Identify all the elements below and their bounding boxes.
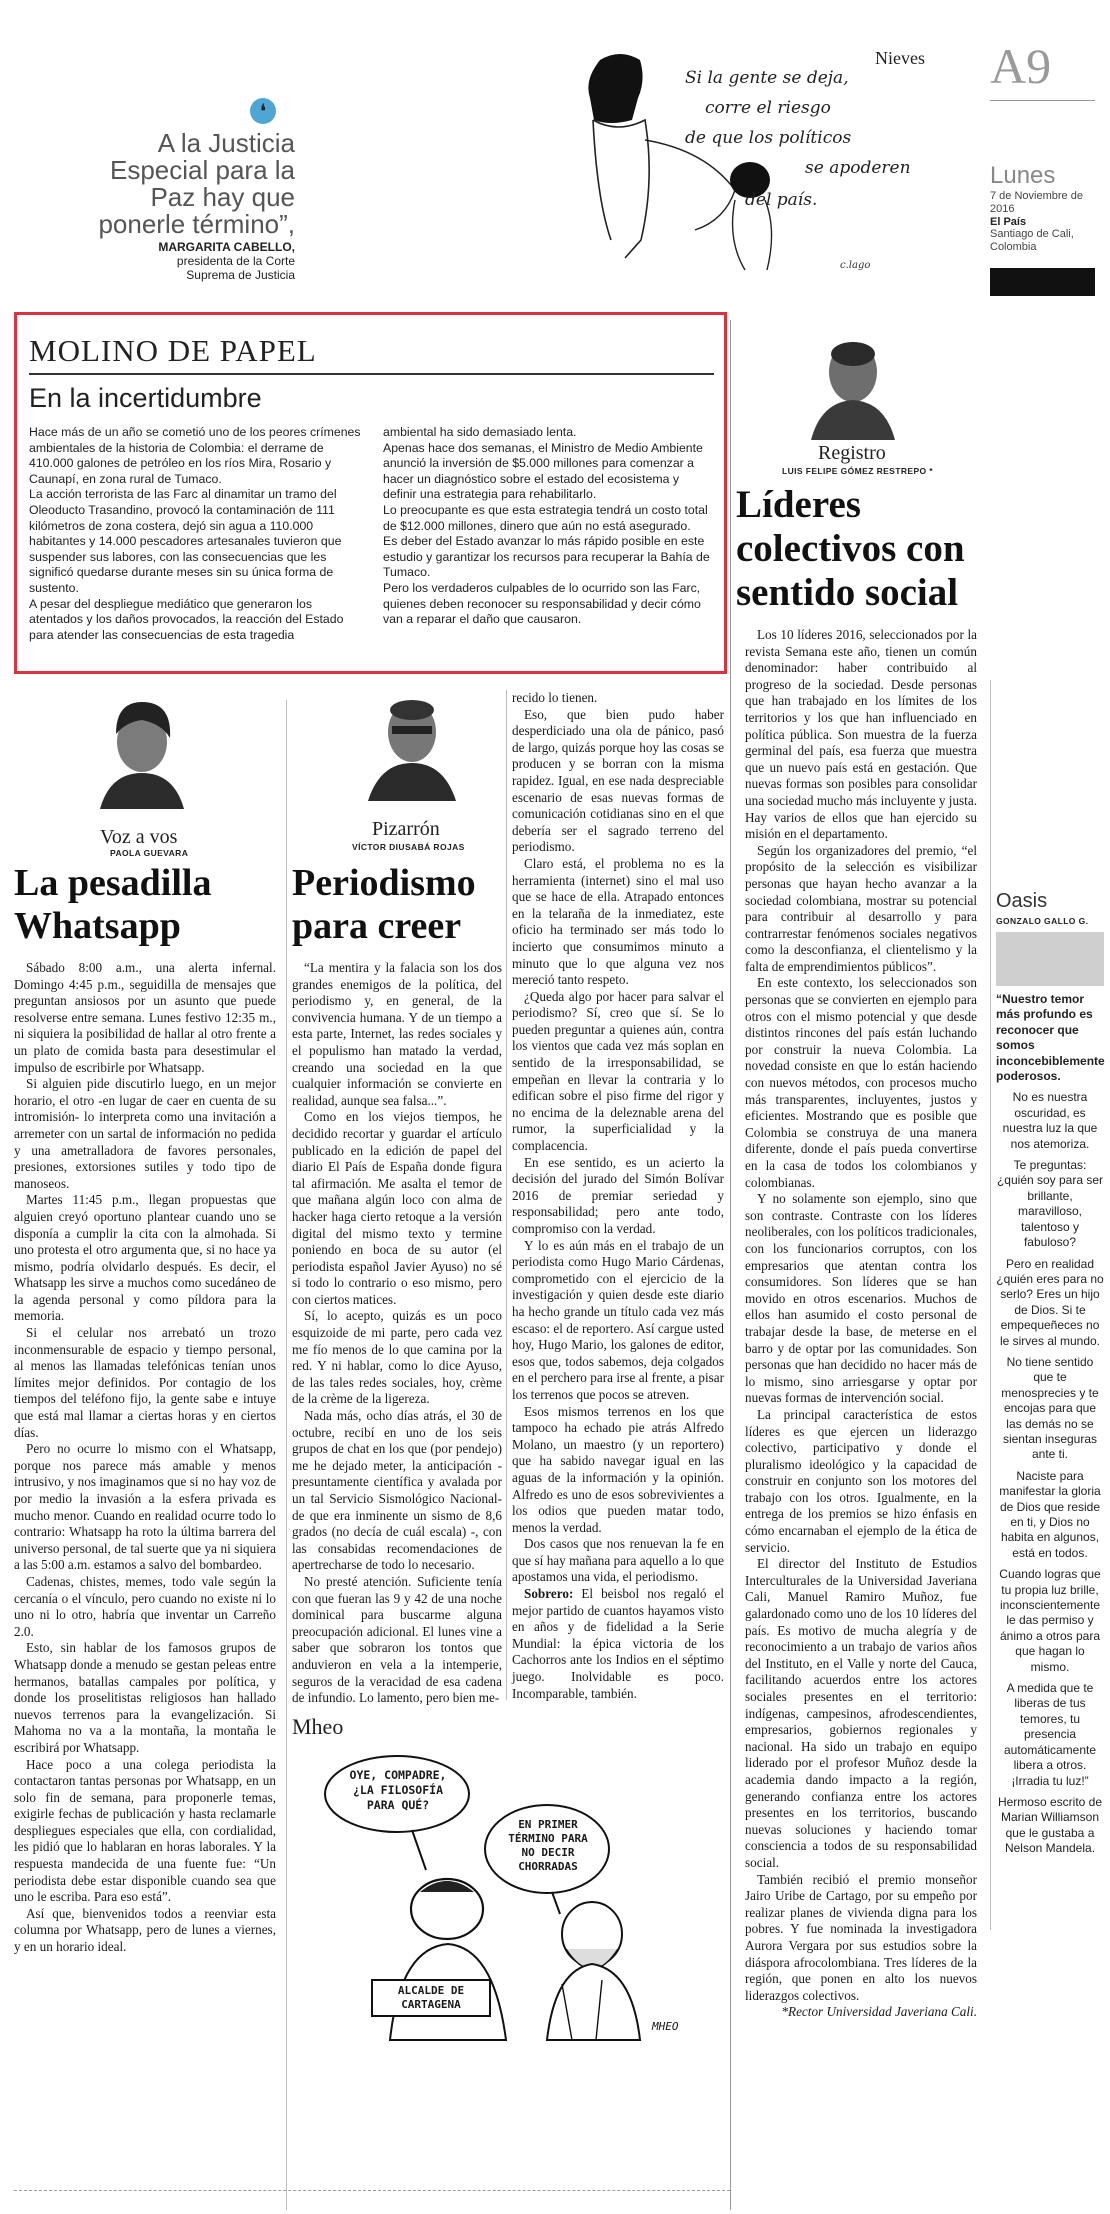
mheo-section: Mheo bbox=[292, 1714, 344, 1739]
vozavos-photo bbox=[92, 694, 192, 809]
molino-paragraph: Pero los verdaderos culpables de lo ocurrido son las Farc, quienes deben reconocer su responsabilidad y decir cómo van a reparar el daño que causaron. bbox=[383, 580, 701, 627]
oasis-body bbox=[996, 992, 1104, 1863]
vozavos-paragraph: Esto, sin hablar de los famosos grupos de Whatsapp donde a menudo se gestan peleas entre hermanos, batallas campales por política, y donde los proselitistas religiosos han hallado nuevos terrenos para la evangelización. Si Mahoma no va a la montaña, la montaña le escribirá por Whatsapp. bbox=[14, 1640, 276, 1755]
pizarron-body-1 bbox=[292, 960, 502, 1707]
quote-text: A la Justicia Especial para la Paz hay que ponerle término”, bbox=[98, 128, 295, 239]
registro-footnote: *Rector Universidad Javeriana Cali. bbox=[781, 2004, 977, 2020]
columnist-portrait bbox=[92, 694, 192, 809]
pizarron-paragraph: No presté atención. Suficiente tenía con que fueran las 9 y 42 de una noche dominical para buscarme alguna preocupación adicional. El lunes vine a saber que sobraron los tontos que anduvieron en vela a la intemperie, seguros de la veracidad de esa cadena de infundio. Lo lamento, pero bien me- bbox=[292, 1573, 502, 1706]
nieves-label: Nieves bbox=[875, 48, 925, 68]
mheo-signature: MHEO bbox=[652, 2020, 679, 2033]
pizarron-byline: VÍCTOR DIUSABÁ ROJAS bbox=[352, 842, 465, 852]
pizarron-paragraph: Claro está, el problema no es la herramienta (internet) sino el mal uso que se hace de ella. Atrapado entonces en la telaraña de la inmediatez, este oficio ha terminado ser más todo lo incierto que consumimos minuto a minuto que lo que alguna vez nos mereció tanto respeto. bbox=[512, 855, 724, 988]
quote-role: presidenta de la Corte Suprema de Justicia bbox=[176, 254, 295, 282]
mheo-bubble-2: EN PRIMER TÉRMINO PARA NO DECIR CHORRADAS bbox=[508, 1818, 588, 1873]
pizarron-paragraph: Como en los viejos tiempos, he decidido recortar y guardar el artículo publicado en la edición de papel del diario El País de España donde figura tal afirmación. Me asalta el temor de que mañana algún loco con alma de hacker haga cierto retoque a la versión digital del mismo texto y termine poniendo en boca de su autor (el periodista español Javier Ayuso) no sé si todo lo contrario o eso mismo, pero con ciertos matices. bbox=[292, 1109, 502, 1307]
pizarron-paragraph: Dos casos que nos renuevan la fe en que sí hay mañana para aquello a lo que apostamos una vida, el periodismo. bbox=[512, 1536, 724, 1585]
registro-paragraph: La principal característica de estos líderes es que ejercen un liderazgo colectivo, participativo y donde el pluralismo ideológico y la capacidad de construir en conjunto son los motores del trabajo con los otros. Igualmente, en la entrega de los premios se hizo énfasis en cómo encarnaban el ejemplo de la ética de servicio. bbox=[745, 1406, 977, 1555]
pizarron-sobrero bbox=[512, 1586, 724, 1702]
pizarron-paragraph: ¿Queda algo por hacer para salvar el periodismo? Sí, creo que sí. Se lo pueden preguntar a quienes aún, contra los vientos que cada vez más soplan en sentido de la irresponsabilidad, se empeñan en llevar la contraria y lo edifican sobre el piso firme del rigor y no encima de la deleznable arena del rumor, la superficialidad y la complacencia. bbox=[512, 988, 724, 1154]
pizarron-paragraph: Nada más, ocho días atrás, el 30 de octubre, recibí en uno de los seis grupos de chat en los que (por pendejo) me he dejado meter, la anticipación -presuntamente científica y avalada por un tal Servicio Sismológico Nacional- de que era inminente un sismo de 8,6 grados (no decía de cuál escala) -, con las consabidas recomendaciones de apertrecharse de todo lo necesario. bbox=[292, 1408, 502, 1573]
vozavos-body bbox=[14, 960, 276, 1956]
columnist-portrait bbox=[362, 686, 462, 801]
nieves-signature: c.lago bbox=[840, 260, 871, 271]
vozavos-headline: La pesadilla Whatsapp bbox=[14, 862, 212, 947]
page-number: A9 bbox=[990, 38, 1052, 94]
vozavos-byline: PAOLA GUEVARA bbox=[110, 848, 189, 858]
molino-paragraph: ambiental ha sido demasiado lenta. bbox=[383, 425, 577, 439]
quote-attribution bbox=[130, 240, 295, 282]
pizarron-section: Pizarrón bbox=[372, 818, 440, 840]
molino-paragraph: Lo preocupante es que esta estrategia tendrá un costo total de $12.000 millones, dinero que aún no está asegurado. bbox=[383, 502, 708, 533]
registro-paragraph: Y no solamente son ejemplo, sino que son contraste. Contraste con los líderes neoliberales, con los políticos tradicionales, con los funcionarios corruptos, con los empresarios que atentan contra los consumidores. Son líderes que se han movido en otros escenarios. Muchos de ellos han asumido el costo personal de trabajar desde la base, de meterse en el barro y de optar por las comunidades. Son personas que han decidido no hacer más de lo mismo, sino arriesgarse y optar por nuevas formas de intervención social. bbox=[745, 1191, 977, 1406]
nieves-line-5: del país. bbox=[745, 190, 818, 210]
columnist-portrait bbox=[806, 330, 901, 440]
oasis-paragraph: Cuando logras que tu propia luz brille, inconscientemente le das permiso y ánimo a otros para que hagan lo mismo. bbox=[999, 1567, 1101, 1674]
molino-right-column bbox=[383, 425, 715, 628]
page-date: 7 de Noviembre de 2016 bbox=[990, 190, 1083, 215]
sobrero-label: Sobrero: bbox=[524, 1586, 574, 1602]
sobrero-text: El beisbol nos regaló el mejor partido de cuantos hayamos visto en años y de fidelidad a la Serie Mundial: la épica victoria de los Cachorros ante los Indios en el séptimo juego. Inolvidable es poco. Incomparable, también. bbox=[512, 1586, 724, 1701]
vozavos-paragraph: Pero no ocurre lo mismo con el Whatsapp, porque nos parece más amable y menos intrusivo, y nos imaginamos que si no hay voz de por medio la invasión a la esfera privada es mucho menor. Cuando en realidad ocurre todo lo contrario: Whatsapp ha roto la última barrera del universo personal, de tal suerte que ya ni siquiera a las 5:00 a.m. estamos a salvo del bombardeo. bbox=[14, 1441, 276, 1573]
pizarron-paragraph: Eso, que bien pudo haber desperdiciado una ola de pánico, pasó de largo, quizás porque hoy las cosas se producen y se borran con la misma rapidez. Igual, en ese nada despreciable escenario de esas nuevas formas de comunicación cotidianas sino en el que debería ser el sagrado terreno del periodismo. bbox=[512, 706, 724, 855]
ad-block bbox=[990, 268, 1095, 296]
oasis-divider bbox=[996, 932, 1104, 986]
molino-box bbox=[14, 312, 727, 674]
registro-paragraph: Los 10 líderes 2016, seleccionados por la revista Semana este año, tienen un común denominador: haber contribuido al progreso de la sociedad. Desde personas que han trabajado en los límites de los territorios y los que han influenciado en política pública. Son muestra de la fuerza germinal del país, esa fuerza que muestra que un nuevo país está en gestación. Que nuevas formas son posibles para consolidar una sociedad mucho más incluyente y justa. Hay varios de ellos que han ejercido su misión en el departamento. bbox=[745, 627, 977, 842]
oasis-paragraph: Pero en realidad ¿quién eres para no serlo? Eres un hijo de Dios. Si te empequeñeces no le sirves al mundo. bbox=[996, 1256, 1104, 1348]
nieves-line-4: se apoderen bbox=[805, 158, 911, 178]
molino-paragraph: A pesar del despliegue mediático que generaron los atentados y los daños provocados, la reacción del Estado para atender las consecuencias de esta tragedia bbox=[29, 596, 344, 642]
mheo-sign: ALCALDE DE CARTAGENA bbox=[397, 1984, 465, 2011]
oasis-paragraph: A medida que te liberas de tus temores, tu presencia automáticamente libera a otros. ¡Irradia tu luz!” bbox=[1003, 1681, 1097, 1788]
page-header bbox=[990, 40, 1100, 296]
quote-author: MARGARITA CABELLO, bbox=[158, 240, 295, 254]
vozavos-section: Voz a vos bbox=[100, 826, 178, 848]
oasis-paragraph: Naciste para manifestar la gloria de Dios que reside en ti, y Dios no habita en algunos, está en todos. bbox=[999, 1468, 1101, 1560]
molino-paragraph: Apenas hace dos semanas, el Ministro de Medio Ambiente anunció la inversión de $5.000 millones para comenzar a hacer un diagnóstico sobre el estado del ecosistema y definir una estrategia para rehabilitarlo. bbox=[383, 440, 703, 502]
mheo-cartoon bbox=[292, 1744, 724, 2044]
pizarron-paragraph: recido lo tienen. bbox=[512, 690, 598, 705]
pizarron-paragraph: “La mentira y la falacia son los dos grandes enemigos de la política, del periodismo y, en general, de la convivencia humana. Y de un tiempo a esta parte, Internet, las redes sociales y el populismo han matado la verdad, creando una sociedad en la que cualquier información se convierte en realidad, aunque sea falsa...”. bbox=[292, 960, 502, 1108]
oasis-paragraph: No tiene sentido que te menosprecies y te encojas para que las demás no se sientan inseguras ante ti. bbox=[1001, 1354, 1099, 1462]
pizarron-paragraph: Esos mismos terrenos en los que tampoco ha echado pie atrás Alfredo Molano, un maestro (y un reportero) que ha sabido navegar igual en las aguas de la información y la opinión. Alfredo es uno de esos sobrevivientes a los odios que pueden matar todo, menos la verdad. bbox=[512, 1403, 724, 1535]
pizarron-paragraph: Sí, lo acepto, quizás es un poco esquizoide de mi parte, pero cada vez me fío menos de lo que camina por la red. Y ni hablar, como lo dice Ayuso, de las tales redes sociales, hoy, crème de la crème de la ligereza. bbox=[292, 1308, 502, 1407]
oasis-byline: GONZALO GALLO G. bbox=[996, 916, 1089, 926]
registro-body bbox=[745, 627, 977, 2021]
registro-photo bbox=[806, 330, 901, 440]
vozavos-paragraph: Martes 11:45 p.m., llegan propuestas que alguien creyó oportuno plantear cuando uno se disponía a cumplir la cita con la almohada. Si uno protesta el otro argumenta que, si no hace ya mismo, podría olvidarlo después. Es decir, el Whatsapp les sirve a muchos como sucedáneo de la agenda personal y como píldora para la memoria. bbox=[14, 1192, 276, 1324]
registro-paragraph: En este contexto, los seleccionados son personas que se convierten en ejemplo para otros con el mismo potencial y que desde distintos rincones del país están luchando por construir la nueva Colombia. La novedad consiste en que lo están haciendo con nuevos métodos, con procesos mucho más transparentes, incluyentes, justos y eficientes. Mostrando que es posible que Colombia se construya de una manera diferente, donde el país pueda convertirse en la casa de todos los colombianos y colombianas. bbox=[745, 975, 977, 1190]
molino-paragraph: Hace más de un año se cometió uno de los peores crímenes ambientales de la historia de Colombia: el derrame de 410.000 galones de petróleo en los ríos Mira, Rosario y Caunapí, en zona rural de Tumaco. bbox=[29, 425, 361, 486]
pizarron-paragraph: Y lo es aún más en el trabajo de un periodista como Hugo Mario Cárdenas, comprometido con el ejercicio de la investigación y quien desde este diario ha hecho grande un título cada vez más escaso: el de reportero. Así cargue usted hoy, Hugo Mario, los galones de editor, esos que, todos sabemos, deja colgados en el perchero para irse al frente, a pisar los terrenos que pocos se atreven. bbox=[512, 1237, 724, 1402]
molino-paragraph: Es deber del Estado avanzar lo más rápido posible en este estudio y garantizar los recursos para recuperar la Bahía de Tumaco. bbox=[383, 534, 710, 580]
pizarron-photo bbox=[362, 686, 462, 801]
registro-paragraph: El director del Instituto de Estudios Interculturales de la Universidad Javeriana Cali, Manuel Ramiro Muñoz, fue galardonado como uno de los 10 líderes del país. Es motivo de mucha alegría y de reconocimiento a un trabajo de varios años del Instituto, en el Valle y norte del Cauca, facilitando acuerdos entre los actores sociales presentes en el territorio: indígenas, campesinos, afrodescendientes, empresarios, gobiernos regionales y nacional. Ha sido un trabajo en equipo liderado por el profesor Muñoz desde la academia dando impacto a la región, generando confianza entre los actores presentes en los territorios, buscando nuevas soluciones y haciendo tomar consciencia a todos de su responsabilidad social. bbox=[745, 1556, 977, 1870]
oasis-lead: “Nuestro temor más profundo es reconocer que somos inconcebiblemente poderosos. bbox=[996, 992, 1105, 1084]
vozavos-paragraph: Cadenas, chistes, memes, todo vale según la cercanía o el vínculo, pero cuando no existe ni lo uno ni lo otro, habría que inventar un Carreño 2.0. bbox=[14, 1573, 276, 1639]
page-city: Santiago de Cali, Colombia bbox=[990, 228, 1074, 253]
registro-paragraph: También recibió el premio monseñor Jairo Uribe de Cartago, por su empeño por realizar planes de vivienda digna para los pobres. Y fue nominada la investigadora Aurora Vergara por sus estudios sobre la diáspora afrocolombiana. Tres líderes de la región, que ponen en alto los nuevos liderazgos colectivos. bbox=[745, 1871, 977, 2003]
pizarron-paragraph: En ese sentido, es un acierto la decisión del jurado del Simón Bolívar 2016 de premiar seriedad y responsabilidad; pero ante todo, compromiso con la verdad. bbox=[512, 1154, 724, 1236]
registro-byline: LUIS FELIPE GÓMEZ RESTREPO * bbox=[782, 466, 933, 476]
registro-section: Registro bbox=[818, 442, 886, 464]
registro-headline: Líderes colectivos con sentido social bbox=[736, 483, 965, 614]
page-paper: El País bbox=[990, 216, 1027, 228]
nieves-cartoon bbox=[545, 30, 975, 280]
nieves-line-3: de que los políticos bbox=[685, 128, 852, 148]
vozavos-paragraph: Así que, bienvenidos todos a reenviar esta columna por Whatsapp, pero de lunes a viernes, y en un horario ideal. bbox=[14, 1905, 276, 1955]
oasis-paragraph: Hermoso escrito de Marian Williamson que le gustaba a Nelson Mandela. bbox=[997, 1794, 1103, 1856]
molino-section: MOLINO DE PAPEL bbox=[29, 333, 317, 368]
oasis-section: Oasis bbox=[996, 890, 1048, 912]
molino-paragraph: La acción terrorista de las Farc al dinamitar un tramo del Oleoducto Trasandino, provocó la contaminación de 111 kilómetros de zona costera, dejó sin agua a 110.000 habitantes y 14.000 pescadores artesanales tuvieron que suspender sus labores, con las consecuencias que les significó quedarse durante meses sin su única forma de sustento. bbox=[29, 487, 342, 595]
oasis-paragraph: Te preguntas: ¿quién soy para ser brillante, maravilloso, talentoso y fabuloso? bbox=[996, 1158, 1104, 1250]
vozavos-paragraph: Hace poco a una colega periodista la contactaron tantas personas por Whatsapp, en un solo fin de semana, para proponerle temas, exigirle fechas de publicación y hasta reclamarle despliegues especiales que ella, con cordialidad, les pidió que lo hablaran en horas laborales. Y la respuesta mandecida de una fuente fue: “Un periodista debe estar disponible cuando sea que uno le escriba. Para eso está”. bbox=[14, 1756, 276, 1905]
oasis-paragraph: No es nuestra oscuridad, es nuestra luz la que nos atemoriza. bbox=[1002, 1090, 1098, 1151]
molino-title: En la incertidumbre bbox=[29, 383, 262, 413]
quote-icon: ❛ bbox=[250, 98, 276, 124]
vozavos-paragraph: Si alguien pide discutirlo luego, en un mejor horario, el otro -en lugar de caer en cuenta de su intromisión- lo interpreta como una invitación a arremeter con un sartal de información no pedida y una ametralladora de favores personales, presiones, extorsiones sutiles y todo tipo de manoseos. bbox=[14, 1076, 276, 1191]
page-day: Lunes bbox=[990, 162, 1056, 189]
mheo-bubble-1: OYE, COMPADRE, ¿LA FILOSOFÍA PARA QUÉ? bbox=[349, 1768, 447, 1812]
molino-left-column bbox=[29, 425, 369, 643]
pizarron-body-2 bbox=[512, 690, 724, 1702]
pizarron-headline: Periodismo para creer bbox=[292, 862, 476, 947]
nieves-line-2: corre el riesgo bbox=[705, 98, 831, 118]
vozavos-paragraph: Sábado 8:00 a.m., una alerta infernal. Domingo 4:45 p.m., seguidilla de mensajes que preguntan ansiosos por un asunto que puede resolverse entre semana. Lunes festivo 12:35 m., ni siquiera la posibilidad de hallar al otro frente a un plato de comida basta para desestimular el impulso de escribirle por Whatsapp. bbox=[14, 960, 276, 1075]
registro-paragraph: Según los organizadores del premio, “el propósito de la selección es visibilizar personas que hayan hecho avanzar a la sociedad colombiana, mostrar su potencial para contribuir al desarrollo y para contrarrestar fenómenos sociales negativos como la desconfianza, el clientelismo y la falta de emprendimientos públicos”. bbox=[745, 842, 977, 974]
nieves-line-1: Si la gente se deja, bbox=[685, 68, 849, 88]
vozavos-paragraph: Si el celular nos arrebató un trozo inconmensurable de espacio y tiempo personal, al menos las llamadas telefónicas tenían unos límites mejor definidos. Por contagio de los tiempos del teléfono fijo, la gente sabe e intuye que está mal llamar a ciertas horas y en ciertos días. bbox=[14, 1325, 276, 1440]
